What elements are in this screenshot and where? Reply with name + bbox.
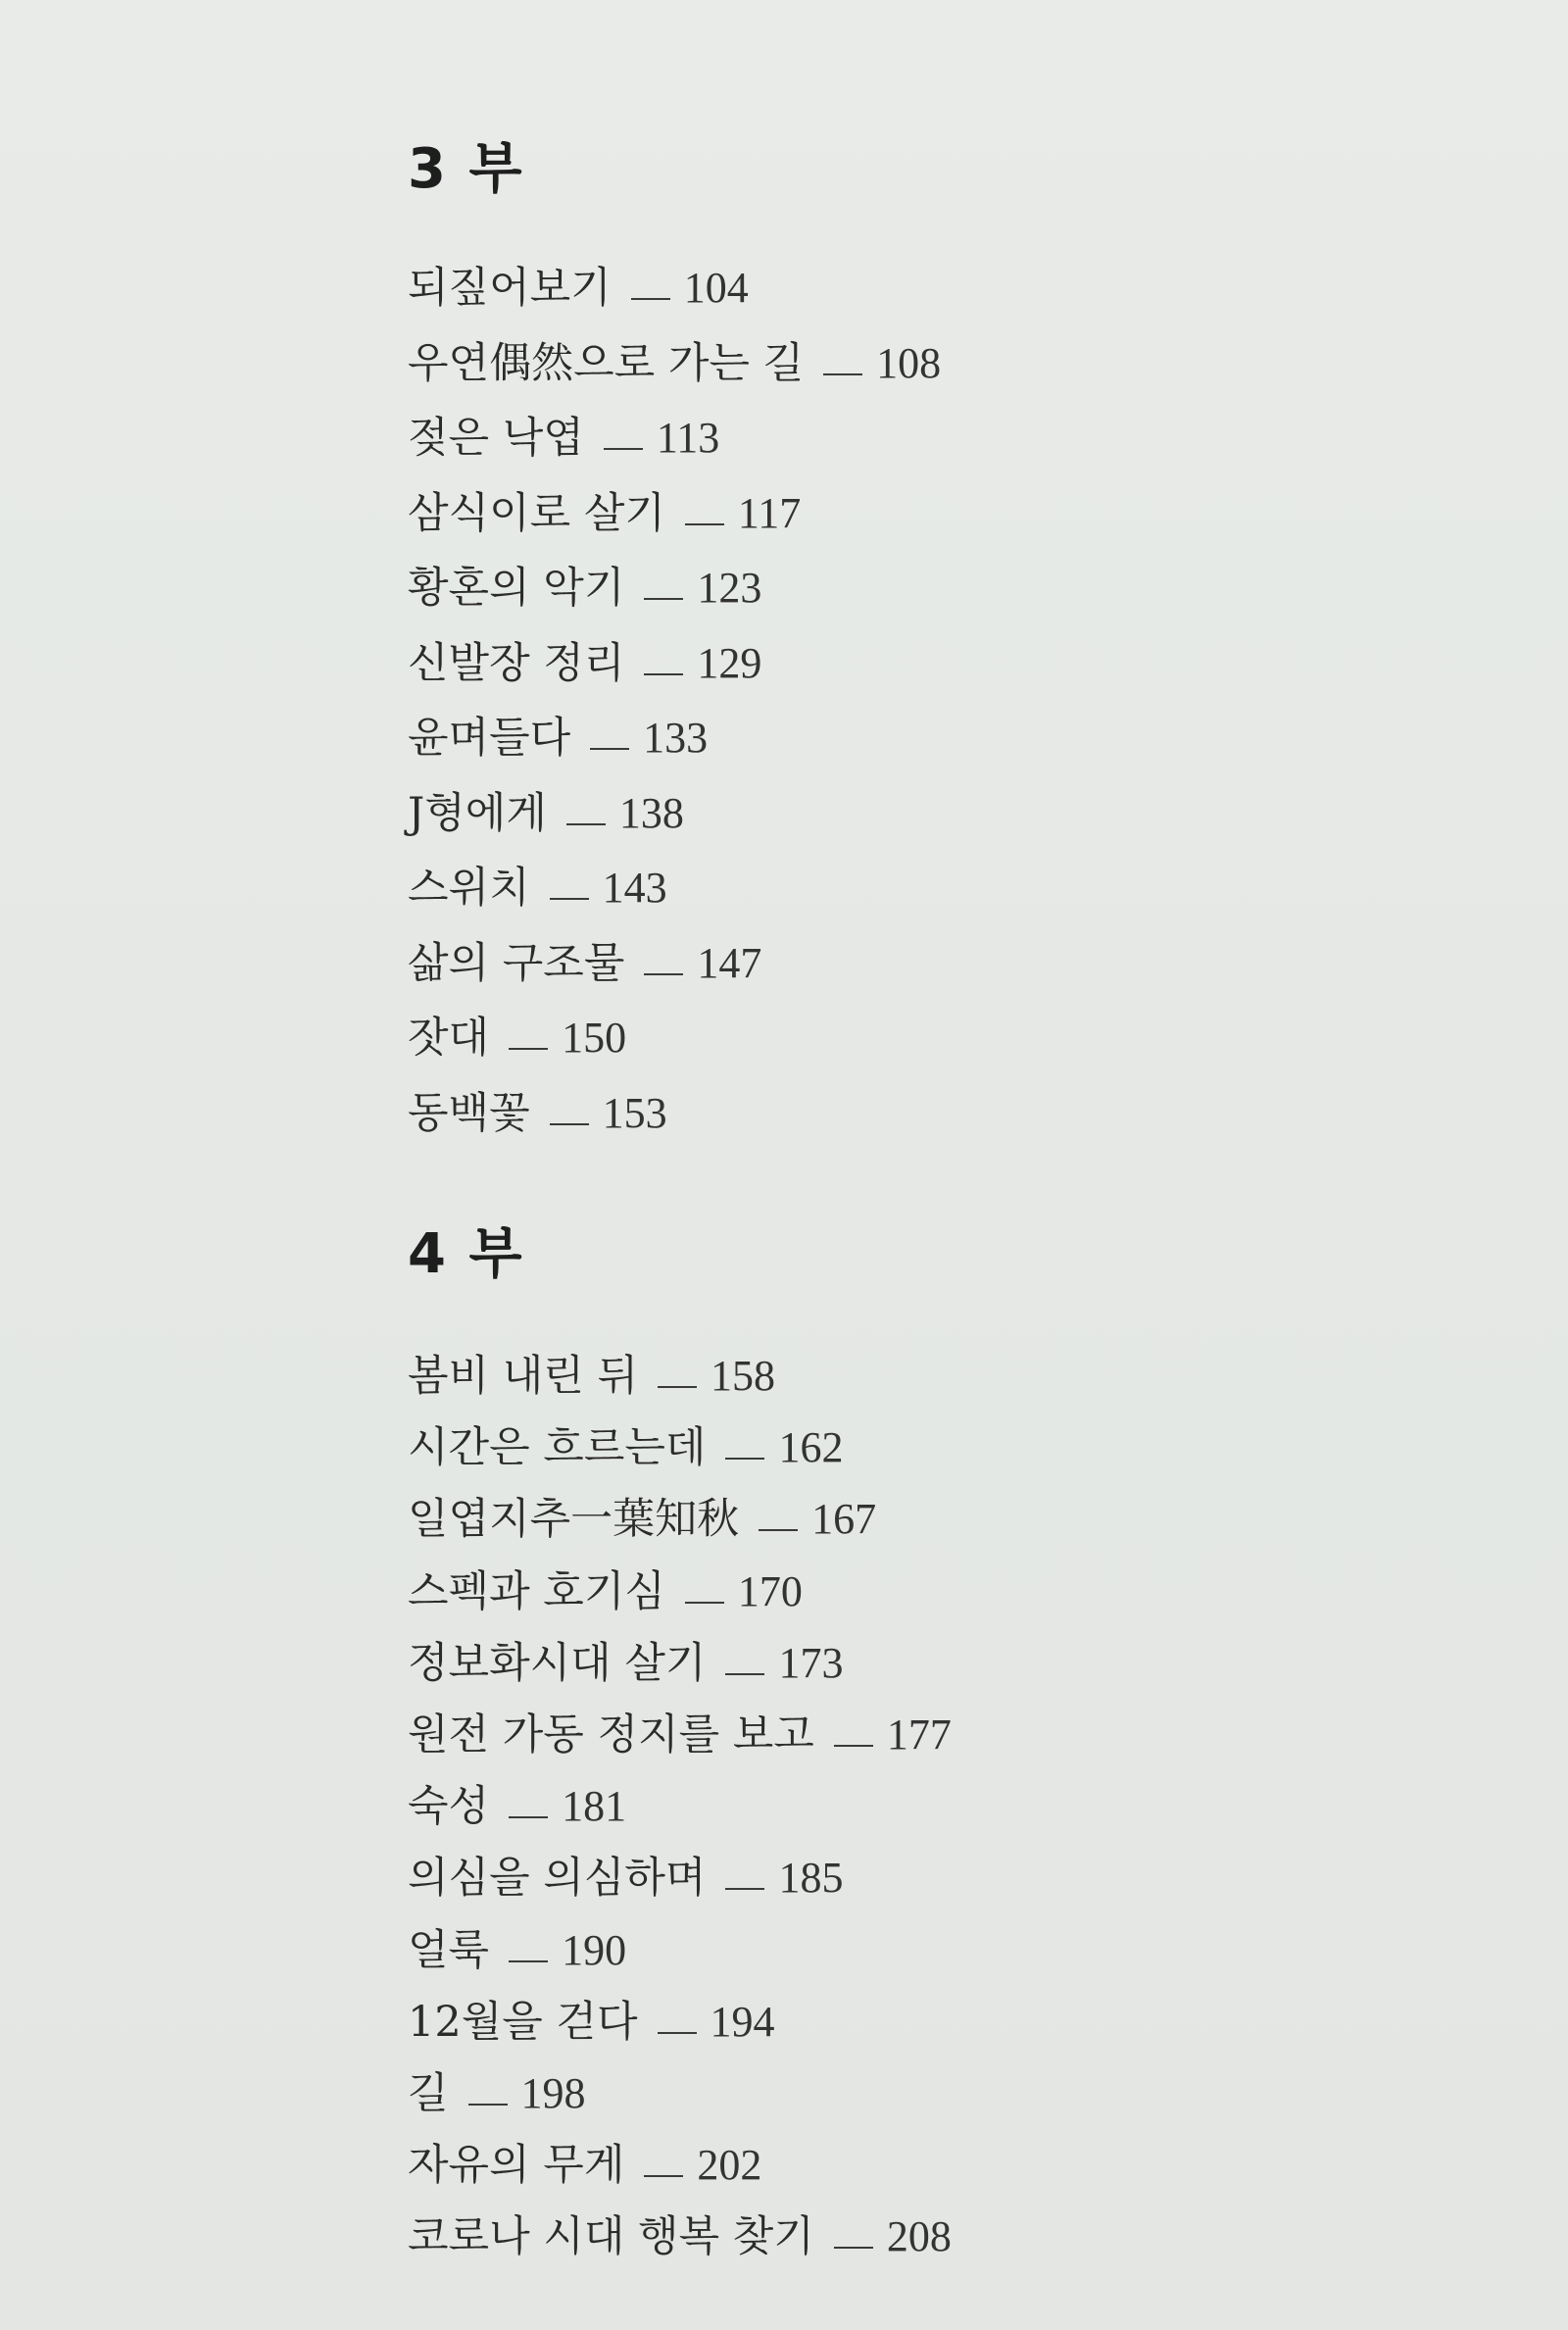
toc-entry-list [408,1340,952,2272]
toc-entry-list [408,251,941,1151]
entry-separator [550,1123,589,1125]
entry-page-number: 123 [697,564,762,612]
entry-separator [509,1816,548,1818]
entry-page-number: 202 [697,2141,762,2190]
entry-page-number: 167 [811,1495,877,1544]
entry-page-number: 173 [778,1638,844,1687]
entry-separator [644,673,683,675]
toc-entry [408,1412,952,1483]
entry-title: 얼룩 [408,1925,490,1975]
entry-separator [631,298,670,300]
toc-entry [408,326,941,402]
entry-title: 정보화시대 살기 [408,1638,707,1688]
toc-entry [408,1483,952,1555]
entry-separator [658,2032,697,2034]
entry-separator [685,1602,724,1604]
toc-entry [408,1770,952,1842]
toc-entry [408,626,941,702]
toc-entry [408,1627,952,1699]
entry-separator [725,1888,764,1890]
entry-title: 스펙과 호기심 [408,1566,665,1616]
entry-separator [759,1529,798,1531]
part-title: 4 부 [408,1222,524,1286]
toc-entry [408,701,941,776]
entry-separator [658,1386,697,1388]
entry-page-number: 198 [520,2068,586,2117]
entry-separator [604,448,643,450]
entry-page-number: 190 [562,1925,627,1974]
entry-separator [834,2247,873,2249]
toc-entry [408,1076,941,1152]
toc-entry [408,2201,952,2272]
entry-title: 동백꽃 [408,1088,530,1138]
entry-separator [725,1673,764,1675]
toc-entry [408,251,941,326]
entry-page-number: 158 [710,1352,776,1400]
toc-entry [408,926,941,1002]
entry-title: 길 [408,2068,449,2118]
toc-entry [408,401,941,476]
entry-page-number: 117 [737,488,802,537]
entry-title: 의심을 의심하며 [408,1854,707,1904]
entry-separator [725,1458,764,1460]
entry-page-number: 162 [778,1423,844,1472]
entry-title: 일엽지추一葉知秋 [408,1495,740,1545]
entry-separator [566,823,606,825]
entry-page-number: 147 [697,938,762,987]
toc-entry [408,851,941,926]
entry-page-number: 143 [602,864,667,912]
entry-title: 봄비 내린 뒤 [408,1352,639,1401]
entry-separator [644,2175,683,2177]
entry-separator [550,898,589,900]
toc-entry [408,1340,952,1412]
toc-entry [408,1842,952,1913]
entry-title: 신발장 정리 [408,638,625,688]
entry-title: 윤며들다 [408,714,571,763]
toc-entry [408,1914,952,1986]
toc-entry [408,1699,952,1770]
toc-part-4 [408,1211,952,2272]
entry-page-number: 153 [602,1088,667,1137]
entry-title: 삶의 구조물 [408,938,625,988]
entry-title: 삼식이로 살기 [408,488,665,538]
toc-part-3 [408,125,941,1151]
entry-title: 되짚어보기 [408,264,612,313]
entry-page-number: 181 [562,1782,627,1831]
entry-separator [823,373,862,375]
entry-page-number: 194 [710,1997,775,2046]
entry-page-number: 133 [643,714,709,762]
toc-entry [408,1556,952,1627]
entry-page-number: 177 [886,1710,952,1759]
toc-entry [408,1986,952,2057]
entry-title: 숙성 [408,1782,490,1832]
toc-entry [408,2129,952,2201]
entry-title: 자유의 무게 [408,2141,625,2191]
entry-page-number: 104 [683,264,749,312]
entry-separator [590,748,629,750]
toc-entry [408,776,941,852]
part-title: 3 부 [408,137,524,201]
entry-separator [685,523,724,525]
entry-separator [644,973,683,975]
entry-title: 원전 가동 정지를 보고 [408,1710,814,1760]
entry-title: J형에게 [408,788,547,838]
entry-page-number: 170 [737,1566,803,1615]
entry-title: 잣대 [408,1014,490,1063]
toc-entry [408,551,941,626]
entry-title: 스위치 [408,864,530,913]
entry-separator [834,1745,873,1747]
entry-page-number: 138 [618,788,684,837]
entry-separator [509,1048,548,1050]
entry-page-number: 208 [886,2212,952,2261]
entry-title: 우연偶然으로 가는 길 [408,338,805,388]
entry-page-number: 185 [778,1854,844,1903]
entry-title: 황혼의 악기 [408,564,625,613]
entry-separator [644,598,683,600]
entry-title: 젖은 낙엽 [408,414,584,463]
entry-page-number: 113 [656,414,720,462]
toc-entry [408,2057,952,2129]
entry-title: 12월을 걷다 [408,1997,638,2047]
entry-page-number: 108 [876,338,942,387]
entry-separator [468,2104,508,2106]
entry-page-number: 129 [697,638,762,687]
entry-separator [509,1960,548,1962]
entry-page-number: 150 [562,1014,627,1062]
entry-title: 코로나 시대 행복 찾기 [408,2212,814,2262]
entry-title: 시간은 흐르는데 [408,1423,707,1473]
toc-entry [408,1001,941,1076]
toc-entry [408,476,941,552]
